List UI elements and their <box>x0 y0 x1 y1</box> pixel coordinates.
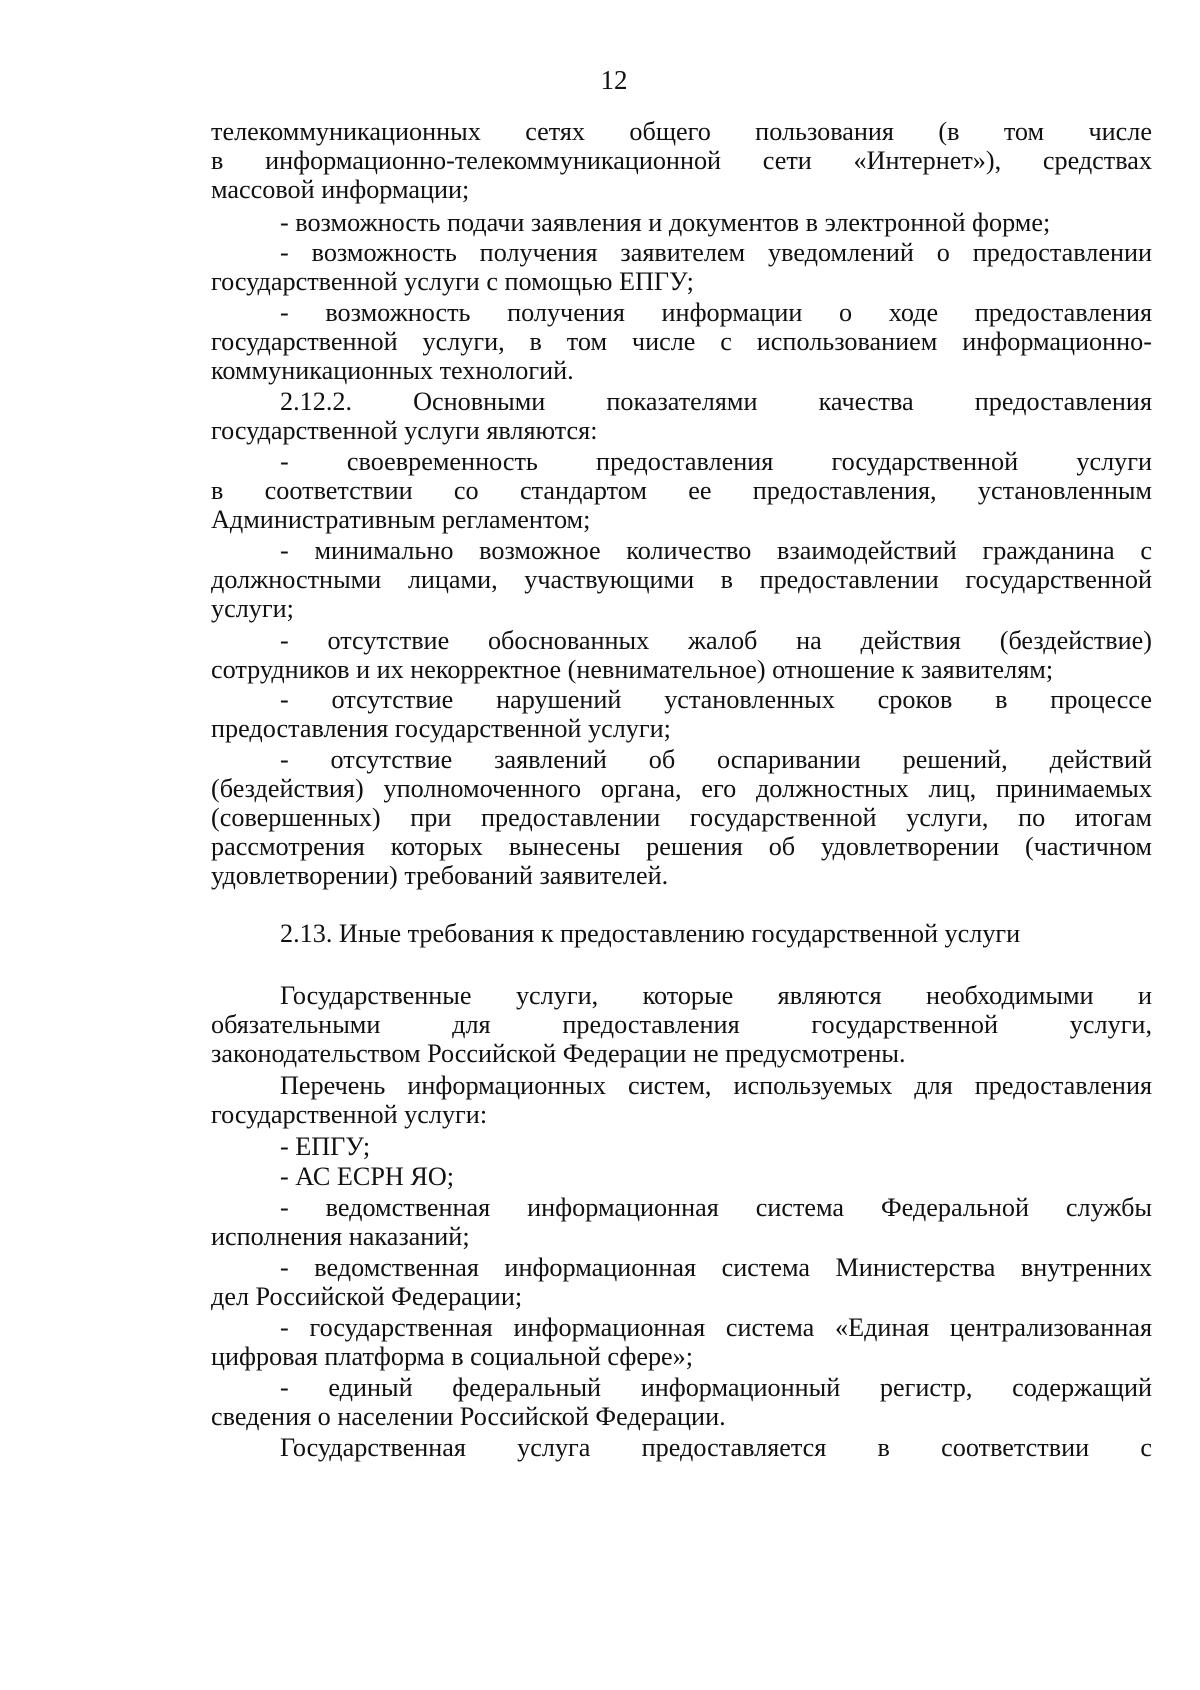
text-line: услуги; <box>211 594 294 623</box>
text-line: Государственная услуга предоставляется в соответствии с <box>280 1433 1152 1462</box>
text-line: государственной услуги, в том числе с использованием информационно- <box>211 327 1152 356</box>
text-line: - государственная информационная система «Единая централизованная <box>280 1313 1152 1342</box>
text-line: исполнения наказаний; <box>211 1222 470 1251</box>
text-line: - минимально возможное количество взаимодействий гражданина с <box>280 536 1152 565</box>
text-line: удовлетворении) требований заявителей. <box>211 861 669 890</box>
text-line: Государственные услуги, которые являются необходимыми и <box>280 981 1152 1010</box>
text-line: - отсутствие заявлений об оспаривании решений, действий <box>280 745 1152 774</box>
text-line: коммуникационных технологий. <box>211 356 574 385</box>
text-line: дел Российской Федерации; <box>211 1282 523 1311</box>
page-number: 12 <box>600 65 628 95</box>
text-line: должностными лицами, участвующими в предоставлении государственной <box>211 565 1152 594</box>
text-line: - возможность получения информации о ходе предоставления <box>280 298 1152 327</box>
text-line: (бездействия) уполномоченного органа, его должностных лиц, принимаемых <box>211 774 1152 803</box>
text-line: сотрудников и их некорректное (невнимательное) отношение к заявителям; <box>211 655 1054 684</box>
text-line: 2.12.2. Основными показателями качества предоставления <box>280 387 1152 416</box>
text-line: - ведомственная информационная система Федеральной службы <box>280 1193 1152 1222</box>
text-line: (совершенных) при предоставлении государственной услуги, по итогам <box>211 803 1152 832</box>
text-line: - ведомственная информационная система Министерства внутренних <box>280 1253 1152 1282</box>
text-line: - АС ЕСРН ЯО; <box>280 1162 455 1191</box>
text-line: - отсутствие нарушений установленных сроков в процессе <box>280 685 1152 714</box>
text-line: Перечень информационных систем, используемых для предоставления <box>280 1071 1152 1100</box>
text-line: предоставления государственной услуги; <box>211 714 671 743</box>
text-line: - возможность получения заявителем уведомлений о предоставлении <box>280 238 1152 267</box>
text-line: - отсутствие обоснованных жалоб на действия (бездействие) <box>280 626 1152 655</box>
text-line: - единый федеральный информационный регистр, содержащий <box>280 1373 1152 1402</box>
text-line: обязательными для предоставления государственной услуги, <box>211 1010 1152 1039</box>
text-line: государственной услуги: <box>211 1100 488 1129</box>
text-line: - ЕПГУ; <box>280 1132 371 1161</box>
text-line: телекоммуникационных сетях общего пользования (в том числе <box>211 117 1152 146</box>
text-line: сведения о населении Российской Федерации. <box>211 1402 726 1431</box>
text-line: государственной услуги являются: <box>211 416 598 445</box>
text-line: - возможность подачи заявления и документов в электронной форме; <box>280 208 1051 237</box>
text-line: 2.13. Иные требования к предоставлению государственной услуги <box>280 919 1021 948</box>
text-line: в информационно-телекоммуникационной сети «Интернет»), средствах <box>211 146 1152 175</box>
text-line: законодательством Российской Федерации не предусмотрены. <box>211 1039 906 1068</box>
text-line: Административным регламентом; <box>211 505 591 534</box>
text-line: цифровая платформа в социальной сфере»; <box>211 1342 694 1371</box>
text-line: массовой информации; <box>211 175 470 204</box>
text-line: в соответствии со стандартом ее предоставления, установленным <box>211 476 1152 505</box>
text-line: - своевременность предоставления государственной услуги <box>280 447 1152 476</box>
text-line: рассмотрения которых вынесены решения об удовлетворении (частичном <box>211 832 1152 861</box>
text-line: государственной услуги с помощью ЕПГУ; <box>211 267 694 296</box>
